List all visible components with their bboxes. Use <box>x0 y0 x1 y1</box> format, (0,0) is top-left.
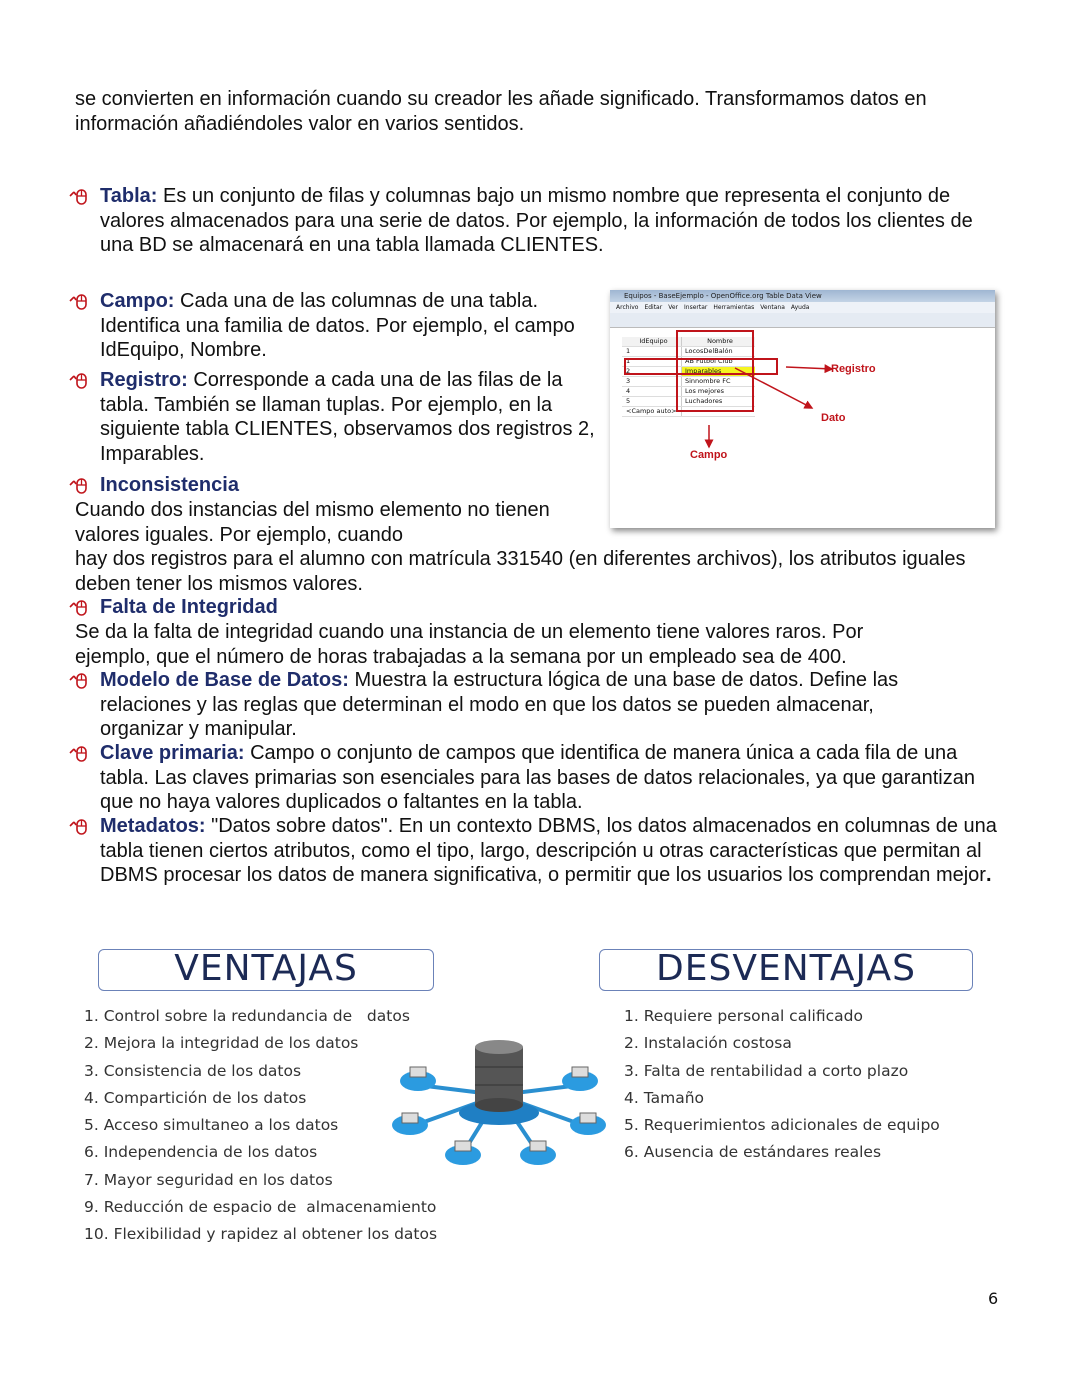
definition-text: Campo o conjunto de campos que identifica de manera única a cada fila de una tabla. Las claves primarias son esenciales para las bases de datos relacionales, ya que garantizan que no haya valores duplicados o faltantes en la tabla. <box>100 742 975 813</box>
mouse-bullet-icon <box>68 817 90 837</box>
desventajas-list <box>624 1003 940 1167</box>
cell: AB Fútbol Club <box>681 357 755 366</box>
definition-text: Corresponde a cada una de las filas de la tabla. También se llaman tuplas. Por ejemplo, en la siguiente tabla CLIENTES, observamos dos registros 2, Imparables. <box>100 369 595 465</box>
mouse-bullet-icon <box>68 371 90 391</box>
term: Metadatos: <box>100 815 206 837</box>
term-integridad: Falta de Integridad <box>100 596 278 618</box>
annotation-arrows <box>610 290 995 528</box>
list-item: 10. Flexibilidad y rapidez al obtener los datos <box>84 1225 438 1244</box>
term: Campo: <box>100 290 175 312</box>
cell: Los mejores <box>681 387 755 396</box>
menu-item: Insertar <box>684 304 708 311</box>
cell: <Campo auto> <box>626 407 677 415</box>
list-item: 2. Instalación costosa <box>624 1034 792 1053</box>
definition-text: Es un conjunto de filas y columnas bajo un mismo nombre que representa el conjunto de valores almacenados para una serie de datos. Por ejemplo, la información de todos los clientes de una BD se almacenará en una tabla llamada CLIENTES. <box>100 185 973 256</box>
menu-item: Ayuda <box>790 304 810 311</box>
cell: Imparables <box>681 367 755 376</box>
definition-campo <box>100 289 580 363</box>
mouse-bullet-icon <box>68 476 90 496</box>
list-item: 4. Compartición de los datos <box>84 1088 307 1107</box>
term: Registro: <box>100 369 188 391</box>
definition-clave-primaria <box>100 741 980 815</box>
ventajas-list <box>84 1003 437 1249</box>
database-network-icon <box>388 1035 610 1175</box>
list-item: 7. Mayor seguridad en los datos <box>84 1170 333 1189</box>
cell: 4 <box>626 387 631 395</box>
mouse-bullet-icon <box>68 292 90 312</box>
desventajas-title: DESVENTAJAS <box>599 949 973 991</box>
integridad-text: Se da la falta de integridad cuando una instancia de un elemento tiene valores raros. Por ejemplo, que el número de horas trabajadas a la semana por un empleado sea de 400. <box>75 621 864 668</box>
column-header: IdEquipo <box>639 337 668 345</box>
list-item: 4. Tamaño <box>624 1088 705 1107</box>
list-item: 5. Acceso simultaneo a los datos <box>84 1116 339 1135</box>
ventajas-title: VENTAJAS <box>98 949 434 991</box>
campo-label: Campo <box>690 449 728 461</box>
menu-item: Archivo <box>616 304 639 311</box>
cell: Luchadores <box>681 397 755 406</box>
definition-registro <box>100 368 595 466</box>
term: Modelo de Base de Datos: <box>100 669 349 691</box>
mouse-bullet-icon <box>68 671 90 691</box>
mouse-bullet-icon <box>68 598 90 618</box>
term: Tabla: <box>100 185 158 207</box>
window-title: Equipos - BaseEjemplo - OpenOffice.org Table Data View <box>610 290 995 302</box>
definition-text: Cada una de las columnas de una tabla. Identifica una familia de datos. Por ejemplo, el campo IdEquipo, Nombre. <box>100 290 575 361</box>
cell: 3 <box>626 377 631 385</box>
menu-item: Herramientas <box>713 304 755 311</box>
list-item: 3. Consistencia de los datos <box>84 1061 302 1080</box>
list-item: 1. Control sobre la redundancia de datos <box>84 1007 410 1025</box>
mouse-bullet-icon <box>68 187 90 207</box>
list-item: 3. Falta de rentabilidad a corto plazo <box>624 1061 909 1080</box>
registro-label: Registro <box>831 363 876 375</box>
cell: 1 <box>626 357 631 365</box>
definition-text: Muestra la estructura lógica de una base de datos. Define las relaciones y las reglas que determinan el modo en que los datos se pueden almacenar, organizar y manipular. <box>100 669 899 740</box>
cell: 2 <box>626 367 631 375</box>
definition-modelo <box>100 668 960 742</box>
definition-text: "Datos sobre datos". En un contexto DBMS, los datos almacenados en columnas de una tabla tienen ciertos atributos, como el tipo, largo, descripción u otras características que permitan al DBMS procesar los datos de manera significativa, o permitir que los usuarios los comprendan mejor <box>100 815 997 886</box>
period: . <box>985 864 992 886</box>
dato-label: Dato <box>821 412 846 424</box>
list-item: 6. Ausencia de estándares reales <box>624 1143 882 1162</box>
term-inconsistencia: Inconsistencia <box>100 474 239 496</box>
list-item: 2. Mejora la integridad de los datos <box>84 1034 359 1053</box>
menu-item: Ventana <box>760 304 785 311</box>
mouse-bullet-icon <box>68 744 90 764</box>
cell: 5 <box>626 397 631 405</box>
list-item: 9. Reducción de espacio de almacenamiento <box>84 1198 437 1217</box>
inconsistencia-text-1: Cuando dos instancias del mismo elemento no tienen valores iguales. Por ejemplo, cuando <box>75 499 550 546</box>
page-number: 6 <box>988 1289 999 1308</box>
list-item: 5. Requerimientos adicionales de equipo <box>624 1116 940 1135</box>
inconsistencia-text-2: hay dos registros para el alumno con matrícula 331540 (en diferentes archivos), los atributos iguales deben tener los mismos valores. <box>75 548 966 595</box>
cell: LocosDelBalón <box>681 347 755 356</box>
list-item: 1. Requiere personal calificado <box>624 1007 863 1025</box>
column-header: Nombre <box>681 337 755 346</box>
intro-paragraph: se convierten en información cuando su creador les añade significado. Transformamos datos en información añadiéndoles valor en varios sentidos. <box>75 88 927 135</box>
definition-tabla <box>100 184 1000 258</box>
menu-item: Editar <box>644 304 663 311</box>
term: Clave primaria: <box>100 742 245 764</box>
table-data-view-screenshot <box>610 290 995 528</box>
definition-metadatos <box>100 814 1000 888</box>
cell: 1 <box>626 347 631 355</box>
list-item: 6. Independencia de los datos <box>84 1143 318 1162</box>
cell: Sinnombre FC <box>681 377 755 386</box>
menu-item: Ver <box>668 304 678 311</box>
